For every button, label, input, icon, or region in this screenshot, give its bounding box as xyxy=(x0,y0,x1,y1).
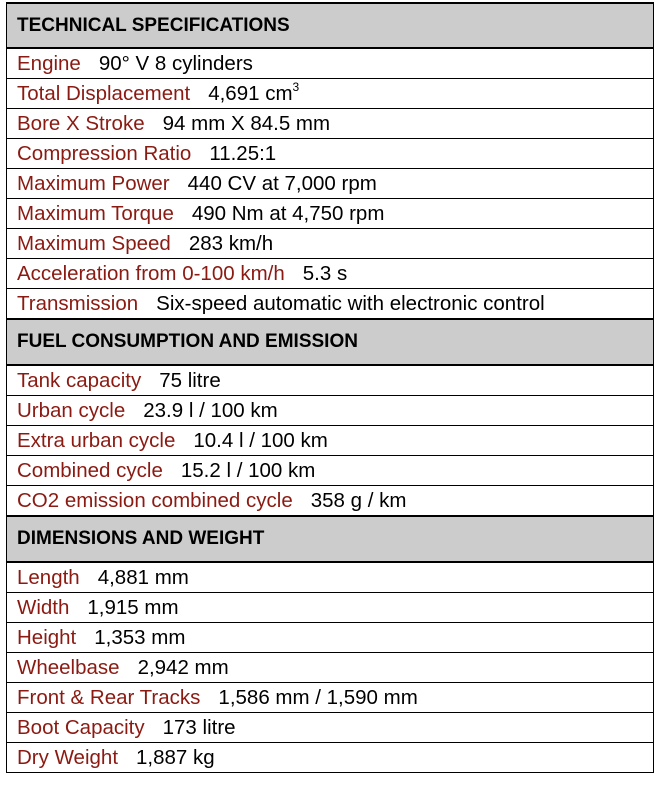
spec-label: Acceleration from 0-100 km/h xyxy=(17,262,285,285)
spec-label: CO2 emission combined cycle xyxy=(17,489,293,512)
spec-row xyxy=(7,713,654,743)
spec-row xyxy=(7,426,654,456)
spec-row xyxy=(7,562,654,593)
spec-label: Dry Weight xyxy=(17,746,119,769)
spec-value: 1,915 mm xyxy=(87,596,179,619)
spec-value: 5.3 s xyxy=(302,262,348,285)
section-title: DIMENSIONS AND WEIGHT xyxy=(7,516,654,562)
spec-label: Width xyxy=(17,596,70,619)
section-header-fuel xyxy=(7,319,654,365)
spec-value: 75 litre xyxy=(159,369,221,392)
spec-label: Maximum Speed xyxy=(17,232,171,255)
spec-row xyxy=(7,259,654,289)
spec-label: Maximum Torque xyxy=(17,202,174,225)
spec-table xyxy=(6,2,654,773)
spec-value: 90° V 8 cylinders xyxy=(98,52,253,75)
spec-value: 2,942 mm xyxy=(137,656,229,679)
section-title: FUEL CONSUMPTION AND EMISSION xyxy=(7,319,654,365)
spec-value: 15.2 l / 100 km xyxy=(180,459,316,482)
spec-row xyxy=(7,683,654,713)
spec-row xyxy=(7,169,654,199)
spec-label: Tank capacity xyxy=(17,369,142,392)
section-title: TECHNICAL SPECIFICATIONS xyxy=(7,3,654,48)
spec-value: 490 Nm at 4,750 rpm xyxy=(191,202,385,225)
spec-label: Wheelbase xyxy=(17,656,120,679)
spec-label: Maximum Power xyxy=(17,172,170,195)
spec-value: 11.25:1 xyxy=(209,142,277,165)
spec-value: 1,353 mm xyxy=(94,626,186,649)
spec-label: Extra urban cycle xyxy=(17,429,176,452)
spec-row xyxy=(7,623,654,653)
spec-label: Bore X Stroke xyxy=(17,112,145,135)
spec-value xyxy=(208,82,299,105)
spec-value: 10.4 l / 100 km xyxy=(193,429,328,452)
spec-value: 283 km/h xyxy=(188,232,274,255)
section-header-dimensions xyxy=(7,516,654,562)
spec-value: 358 g / km xyxy=(310,489,407,512)
spec-label: Engine xyxy=(17,52,81,75)
spec-value: 94 mm X 84.5 mm xyxy=(162,112,331,135)
spec-label: Length xyxy=(17,566,80,589)
spec-value-text: 4,691 cm xyxy=(208,82,293,105)
spec-label: Total Displacement xyxy=(17,82,191,105)
spec-label: Urban cycle xyxy=(17,399,126,422)
spec-row xyxy=(7,456,654,486)
superscript: 3 xyxy=(292,80,300,94)
spec-row xyxy=(7,289,654,320)
spec-value: Six-speed automatic with electronic control xyxy=(156,292,545,315)
spec-row xyxy=(7,199,654,229)
spec-value: 23.9 l / 100 km xyxy=(143,399,278,422)
spec-value: 1,887 kg xyxy=(136,746,215,769)
spec-row xyxy=(7,653,654,683)
spec-value: 440 CV at 7,000 rpm xyxy=(187,172,377,195)
spec-row xyxy=(7,48,654,79)
spec-value: 173 litre xyxy=(162,716,236,739)
spec-value: 1,586 mm / 1,590 mm xyxy=(218,686,418,709)
spec-label: Compression Ratio xyxy=(17,142,192,165)
spec-row xyxy=(7,229,654,259)
spec-row xyxy=(7,365,654,396)
spec-row xyxy=(7,396,654,426)
spec-row xyxy=(7,743,654,773)
spec-row xyxy=(7,139,654,169)
spec-label: Height xyxy=(17,626,77,649)
spec-row xyxy=(7,79,654,109)
spec-row xyxy=(7,486,654,517)
spec-value: 4,881 mm xyxy=(97,566,189,589)
spec-row xyxy=(7,593,654,623)
spec-label: Transmission xyxy=(17,292,139,315)
spec-label: Combined cycle xyxy=(17,459,163,482)
spec-row xyxy=(7,109,654,139)
section-header-technical xyxy=(7,3,654,48)
spec-label: Front & Rear Tracks xyxy=(17,686,201,709)
spec-label: Boot Capacity xyxy=(17,716,145,739)
